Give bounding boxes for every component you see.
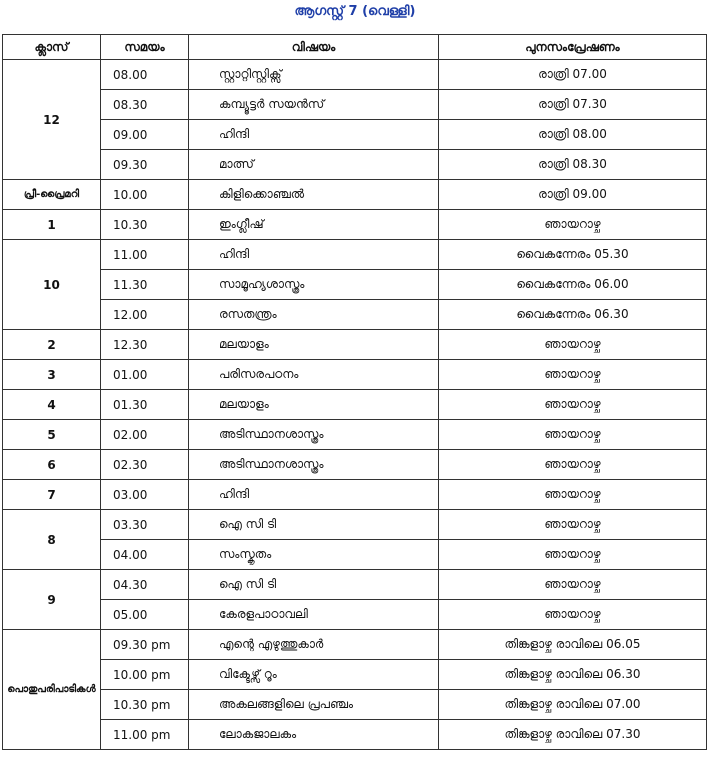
time-cell: 10.30 pm <box>101 690 189 720</box>
table-row <box>3 390 707 420</box>
time-cell: 05.00 <box>101 600 189 630</box>
subject-cell: കിളിക്കൊഞ്ചൽ <box>189 180 439 210</box>
rerun-cell: രാത്രി 08.00 <box>439 120 707 150</box>
table-row <box>3 90 707 120</box>
time-cell: 02.00 <box>101 420 189 450</box>
class-cell: 1 <box>3 210 101 240</box>
rerun-cell: രാത്രി 07.00 <box>439 60 707 90</box>
subject-cell: ലോകജാലകം <box>189 720 439 750</box>
rerun-cell: വൈകന്നേരം 06.00 <box>439 270 707 300</box>
time-cell: 09.00 <box>101 120 189 150</box>
rerun-cell: രാത്രി 08.30 <box>439 150 707 180</box>
table-row <box>3 330 707 360</box>
rerun-cell: തിങ്കളാഴ്ച രാവിലെ 07.00 <box>439 690 707 720</box>
table-row <box>3 240 707 270</box>
class-cell: 6 <box>3 450 101 480</box>
subject-cell: അടിസ്ഥാനശാസ്ത്രം <box>189 450 439 480</box>
subject-cell: എന്റെ എഴുത്തുകാർ <box>189 630 439 660</box>
subject-cell: അകലങ്ങളിലെ പ്രപഞ്ചം <box>189 690 439 720</box>
time-cell: 10.00 pm <box>101 660 189 690</box>
subject-cell: അടിസ്ഥാനശാസ്ത്രം <box>189 420 439 450</box>
header-class: ക്ലാസ് <box>3 35 101 60</box>
rerun-cell: വൈകന്നേരം 06.30 <box>439 300 707 330</box>
table-row <box>3 120 707 150</box>
rerun-cell: ഞായറാഴ്ച <box>439 480 707 510</box>
time-cell: 12.00 <box>101 300 189 330</box>
rerun-cell: ഞായറാഴ്ച <box>439 510 707 540</box>
table-row <box>3 270 707 300</box>
rerun-cell: ഞായറാഴ്ച <box>439 420 707 450</box>
subject-cell: കേരളപാഠാവലി <box>189 600 439 630</box>
class-cell: 4 <box>3 390 101 420</box>
subject-cell: രസതന്ത്രം <box>189 300 439 330</box>
subject-cell: ഇംഗ്ലീഷ് <box>189 210 439 240</box>
table-row <box>3 630 707 660</box>
class-cell: 5 <box>3 420 101 450</box>
header-time: സമയം <box>101 35 189 60</box>
rerun-cell: രാത്രി 07.30 <box>439 90 707 120</box>
subject-cell: ഹിന്ദി <box>189 240 439 270</box>
subject-cell: മാത്സ് <box>189 150 439 180</box>
table-row <box>3 720 707 750</box>
table-row <box>3 360 707 390</box>
rerun-cell: ഞായറാഴ്ച <box>439 450 707 480</box>
rerun-cell: രാത്രി 09.00 <box>439 180 707 210</box>
time-cell: 11.00 pm <box>101 720 189 750</box>
rerun-cell: ഞായറാഴ്ച <box>439 390 707 420</box>
subject-cell: ഐ സി ടി <box>189 510 439 540</box>
time-cell: 08.00 <box>101 60 189 90</box>
time-cell: 04.30 <box>101 570 189 600</box>
header-subject: വിഷയം <box>189 35 439 60</box>
subject-cell: ഐ സി ടി <box>189 570 439 600</box>
table-row <box>3 570 707 600</box>
subject-cell: കമ്പ്യൂട്ടർ സയൻസ് <box>189 90 439 120</box>
rerun-cell: ഞായറാഴ്ച <box>439 330 707 360</box>
time-cell: 03.30 <box>101 510 189 540</box>
rerun-cell: തിങ്കളാഴ്ച രാവിലെ 07.30 <box>439 720 707 750</box>
schedule-title: ആഗസ്റ്റ് 7 (വെള്ളി) <box>294 4 416 19</box>
time-cell: 10.30 <box>101 210 189 240</box>
subject-cell: ഹിന്ദി <box>189 480 439 510</box>
time-cell: 10.00 <box>101 180 189 210</box>
table-row <box>3 600 707 630</box>
class-cell: 3 <box>3 360 101 390</box>
table-row <box>3 690 707 720</box>
table-row <box>3 150 707 180</box>
time-cell: 11.30 <box>101 270 189 300</box>
table-row <box>3 480 707 510</box>
table-row <box>3 450 707 480</box>
time-cell: 09.30 <box>101 150 189 180</box>
rerun-cell: ഞായറാഴ്ച <box>439 210 707 240</box>
subject-cell: സാമൂഹ്യശാസ്ത്രം <box>189 270 439 300</box>
time-cell: 08.30 <box>101 90 189 120</box>
time-cell: 01.00 <box>101 360 189 390</box>
rerun-cell: തിങ്കളാഴ്ച രാവിലെ 06.30 <box>439 660 707 690</box>
class-cell: 9 <box>3 570 101 630</box>
table-row <box>3 60 707 90</box>
class-cell: 2 <box>3 330 101 360</box>
time-cell: 04.00 <box>101 540 189 570</box>
schedule-body <box>3 60 707 750</box>
rerun-cell: ഞായറാഴ്ച <box>439 570 707 600</box>
subject-cell: മലയാളം <box>189 330 439 360</box>
table-row <box>3 540 707 570</box>
rerun-cell: ഞായറാഴ്ച <box>439 600 707 630</box>
time-cell: 03.00 <box>101 480 189 510</box>
class-cell: 7 <box>3 480 101 510</box>
subject-cell: സ്റ്റാറ്റിസ്റ്റിക്സ് <box>189 60 439 90</box>
table-row <box>3 510 707 540</box>
time-cell: 09.30 pm <box>101 630 189 660</box>
class-cell: 12 <box>3 60 101 180</box>
table-row <box>3 210 707 240</box>
time-cell: 01.30 <box>101 390 189 420</box>
table-row <box>3 660 707 690</box>
header-row <box>3 35 707 60</box>
table-row <box>3 180 707 210</box>
rerun-cell: തിങ്കളാഴ്ച രാവിലെ 06.05 <box>439 630 707 660</box>
class-cell: പൊതുപരിപാടികൾ <box>3 630 101 750</box>
rerun-cell: ഞായറാഴ്ച <box>439 540 707 570</box>
header-rerun: പുനസംപ്രേഷണം <box>439 35 707 60</box>
schedule-table <box>2 34 707 750</box>
rerun-cell: ഞായറാഴ്ച <box>439 360 707 390</box>
time-cell: 02.30 <box>101 450 189 480</box>
subject-cell: പരിസരപഠനം <box>189 360 439 390</box>
table-row <box>3 420 707 450</box>
class-cell: പ്രീ-പ്രൈമറി <box>3 180 101 210</box>
table-row <box>3 300 707 330</box>
subject-cell: സംസ്കൃതം <box>189 540 439 570</box>
subject-cell: വിക്ടേഴ്സ് റൂം <box>189 660 439 690</box>
time-cell: 11.00 <box>101 240 189 270</box>
subject-cell: മലയാളം <box>189 390 439 420</box>
time-cell: 12.30 <box>101 330 189 360</box>
subject-cell: ഹിന്ദി <box>189 120 439 150</box>
class-cell: 8 <box>3 510 101 570</box>
class-cell: 10 <box>3 240 101 330</box>
rerun-cell: വൈകന്നേരം 05.30 <box>439 240 707 270</box>
